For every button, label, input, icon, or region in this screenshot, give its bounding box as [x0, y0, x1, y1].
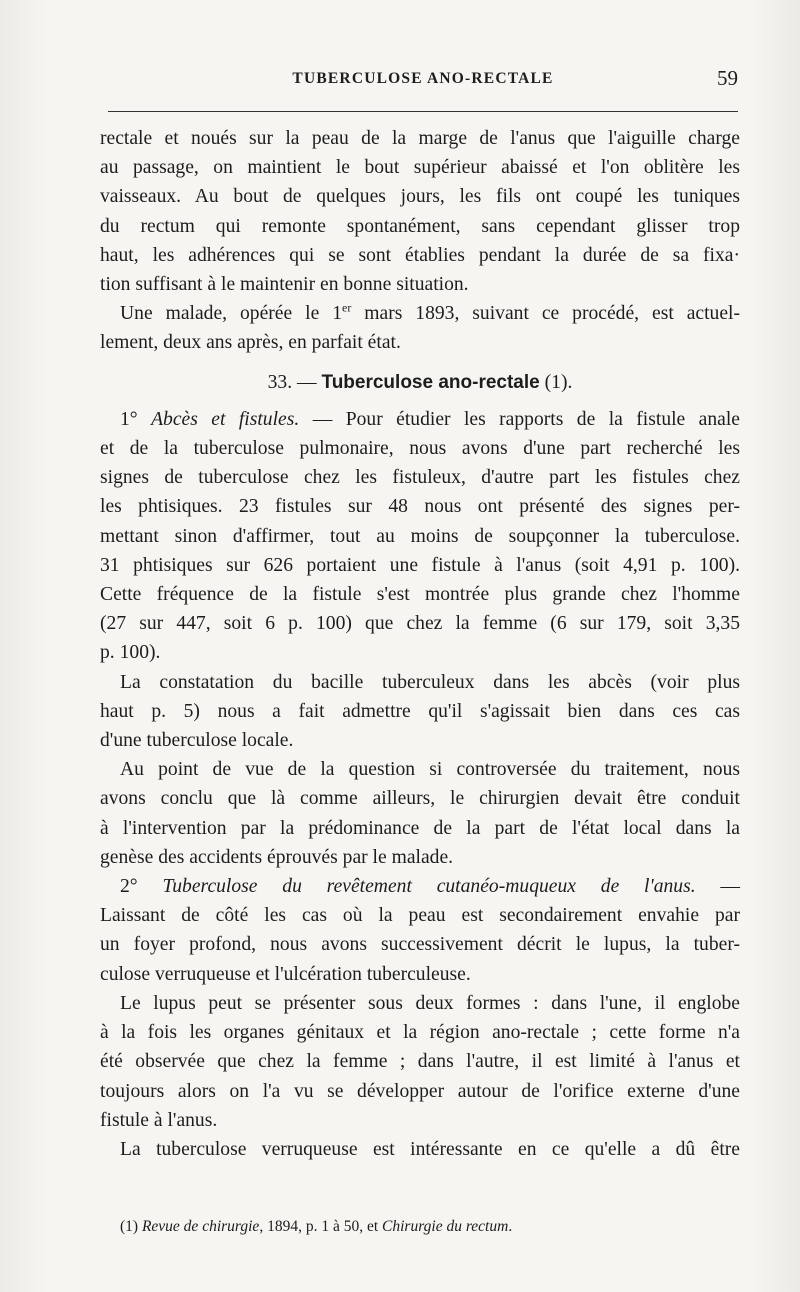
footnote	[120, 1218, 512, 1236]
text-line: haut, les adhérences qui se sont établies pendant la durée de sa fixa·	[100, 244, 740, 266]
paragraph-5	[100, 755, 740, 872]
text-line: rectale et noués sur la peau de la marge de l'anus que l'aiguille charge	[100, 128, 740, 149]
page-header	[108, 66, 738, 98]
text-line: avons conclu que là comme ailleurs, le chirurgien devait être conduit	[100, 788, 740, 810]
footnote-text: .	[508, 1218, 513, 1235]
page-number: 59	[717, 66, 738, 90]
footnote-title-1: Revue de chirurgie	[141, 1218, 260, 1235]
body-text	[100, 124, 740, 1164]
text-line: culose verruqueuse et l'ulcération tuberculeuse.	[100, 963, 471, 985]
text-line: (27 sur 447, soit 6 p. 100) que chez la femme (6 sur 179, soit 3,35	[100, 613, 740, 635]
paragraph-1	[100, 124, 740, 299]
text-line: haut p. 5) nous a fait admettre qu'il s'agissait bien dans ces cas	[100, 700, 740, 722]
text-line: tion suffisant à le maintenir en bonne situation.	[100, 274, 469, 296]
text-line: les phtisiques. 23 fistules sur 48 nous ont présenté des signes per-	[100, 496, 740, 518]
text-line: au passage, on maintient le bout supérieur abaissé et l'on oblitère les	[100, 157, 740, 179]
text-line: et de la tuberculose pulmonaire, nous avons d'une part recherché les	[100, 438, 740, 460]
text-line	[100, 299, 740, 328]
text-line: p. 100).	[100, 642, 161, 664]
paragraph-6	[100, 872, 740, 989]
text-line: Le lupus peut se présenter sous deux formes : dans l'une, il englobe	[120, 992, 740, 1014]
text-line: d'une tuberculose locale.	[100, 730, 294, 752]
paragraph-7	[100, 989, 740, 1135]
text-line: signes de tuberculose chez les fistuleux, d'autre part les fistules chez	[100, 467, 740, 489]
text-line: Laissant de côté les cas où la peau est secondairement envahie par	[100, 905, 740, 927]
text-line: du rectum qui remonte spontanément, sans cependant glisser trop	[100, 215, 740, 237]
running-title: TUBERCULOSE ANO-RECTALE	[292, 70, 554, 87]
text-line: à l'intervention par la prédominance de la part de l'état local dans la	[100, 817, 740, 839]
paragraph-2	[100, 299, 740, 357]
footnote-marker: (1)	[120, 1218, 142, 1235]
text-line: Au point de vue de la question si controversée du traitement, nous	[120, 759, 740, 781]
text-line: un foyer profond, nous avons successivement décrit le lupus, la tuber-	[100, 934, 740, 956]
paragraph-4	[100, 668, 740, 756]
list-number: 2°	[120, 876, 163, 898]
text-run: — Pour étudier les rapports de la fistule anale	[299, 408, 741, 430]
footnote-reference: (1).	[539, 371, 573, 393]
section-heading	[100, 368, 740, 397]
text-line: Cette fréquence de la fistule s'est montrée plus grande chez l'homme	[100, 584, 740, 606]
text-run: mars 1893, suivant ce procédé, est actuel-	[351, 303, 740, 325]
text-line: mettant sinon d'affirmer, tout au moins de soupçonner la tuberculose.	[100, 525, 740, 547]
superscript: er	[342, 300, 352, 315]
text-line: vaisseaux. Au bout de quelques jours, les fils ont coupé les tuniques	[100, 186, 740, 208]
text-line: La constatation du bacille tuberculeux dans les abcès (voir plus	[120, 671, 740, 693]
subheading-italic: Tuberculose du revêtement cutanéo-muqueux de l'anus.	[162, 876, 696, 898]
text-line: lement, deux ans après, en parfait état.	[100, 332, 401, 354]
text-line: toujours alors on l'a vu se développer autour de l'orifice externe d'une	[100, 1080, 740, 1102]
text-line: 31 phtisiques sur 626 portaient une fistule à l'anus (soit 4,91 p. 100).	[100, 554, 740, 576]
list-number: 1°	[120, 408, 152, 430]
text-line: genèse des accidents éprouvés par le malade.	[100, 846, 454, 868]
footnote-text: , 1894, p. 1 à 50, et	[259, 1218, 383, 1235]
section-title: Tuberculose ano-rectale	[321, 371, 540, 393]
paragraph-3	[100, 405, 740, 668]
text-line: à la fois les organes génitaux et la région ano-rectale ; cette forme n'a	[100, 1022, 740, 1044]
paragraph-8	[100, 1135, 740, 1164]
subheading-italic: Abcès et fistules.	[151, 408, 300, 430]
text-line: fistule à l'anus.	[100, 1109, 218, 1131]
text-line	[100, 405, 740, 434]
section-number: 33. —	[267, 371, 322, 393]
text-line	[100, 872, 740, 901]
text-run: Une malade, opérée le 1	[120, 303, 342, 325]
header-rule	[108, 111, 738, 112]
footnote-title-2: Chirurgie du rectum	[382, 1218, 509, 1235]
text-line: La tuberculose verruqueuse est intéressante en ce qu'elle a dû être	[120, 1138, 740, 1160]
text-line: été observée que chez la femme ; dans l'autre, il est limité à l'anus et	[100, 1051, 740, 1073]
text-run: —	[695, 876, 740, 898]
